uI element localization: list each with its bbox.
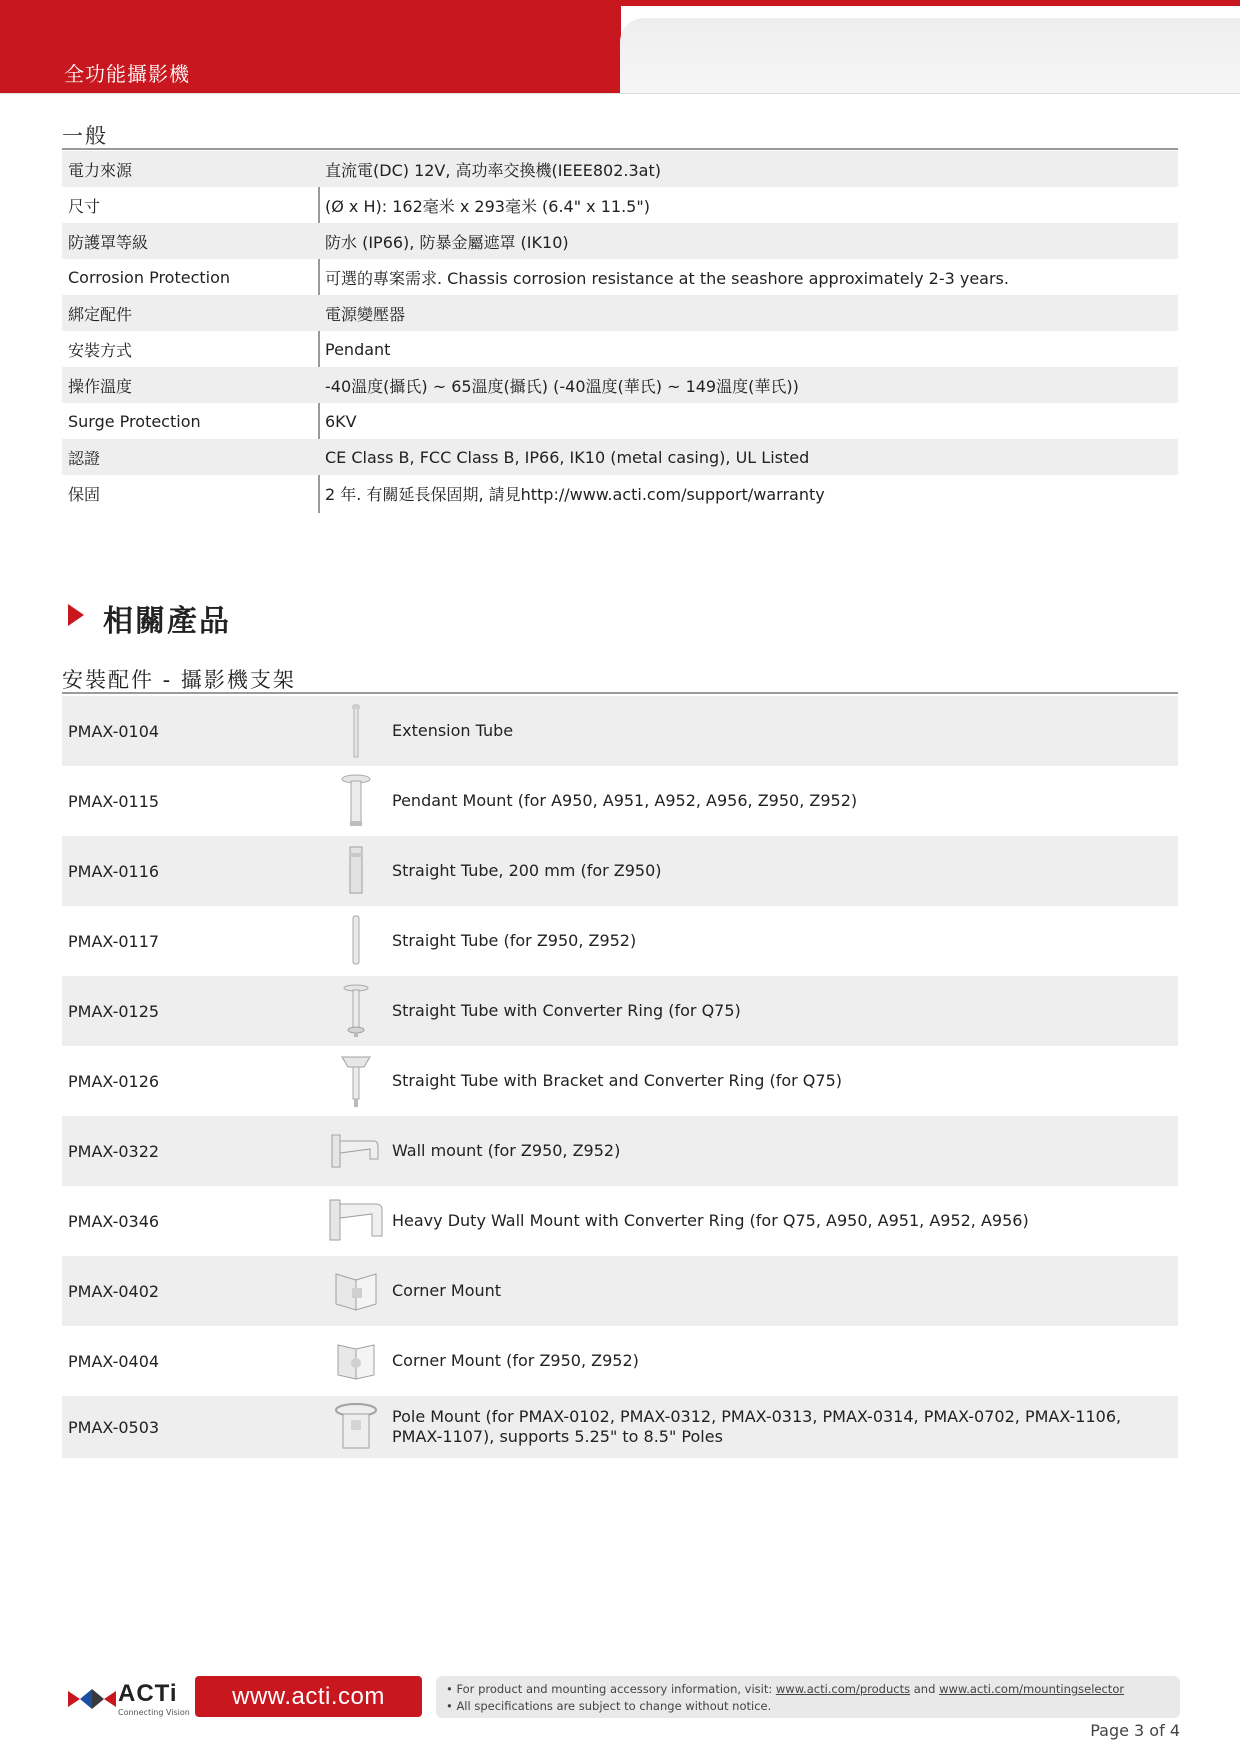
play-arrow-icon [68,604,84,626]
product-code: PMAX-0402 [68,1281,160,1301]
product-code: PMAX-0125 [68,1001,160,1021]
product-row [62,766,1178,836]
spec-key: 安裝方式 [68,340,133,360]
product-description: Straight Tube, 200 mm (for Z950) [392,861,662,880]
footer-note-prefix: • For product and mounting accessory information, visit: [446,1682,776,1696]
product-description: Pole Mount (for PMAX-0102, PMAX-0312, PMAX-0313, PMAX-0314, PMAX-0702, PMAX-1106, PMAX-1107), supports 5.25" to 8.5" Poles [392,1407,1122,1446]
spec-row [62,403,1178,439]
footer-url-button[interactable] [195,1676,422,1717]
spec-row [62,439,1178,475]
page-title: 全功能攝影機 [64,62,190,86]
spec-value: 可選的專案需求. Chassis corrosion resistance at the seashore approximately 2-3 years. [325,268,1009,288]
straight-tube-icon [322,911,390,971]
spec-key: Corrosion Protection [68,267,231,287]
spec-key: 防護罩等級 [68,232,149,252]
product-description: Straight Tube with Converter Ring (for Q75) [392,1001,741,1020]
product-code: PMAX-0404 [68,1351,160,1371]
product-row [62,976,1178,1046]
product-description: Extension Tube [392,721,514,740]
spec-key: 綁定配件 [68,304,133,324]
spec-key: 認證 [68,448,101,468]
tube-bracket-icon [322,1051,390,1111]
product-description: Straight Tube (for Z950, Z952) [392,931,637,950]
spec-row [62,367,1178,403]
product-code: PMAX-0116 [68,861,160,881]
product-row [62,1116,1178,1186]
product-row [62,1256,1178,1326]
header-divider [0,93,1240,94]
extension-tube-icon [322,701,390,761]
mount-accessories-rule [62,692,1178,694]
product-description: Corner Mount (for Z950, Z952) [392,1351,639,1370]
product-code: PMAX-0115 [68,791,160,811]
product-code: PMAX-0117 [68,931,160,951]
spec-row [62,295,1178,331]
spec-table [62,151,1178,511]
page-number: Page 3 of 4 [1090,1721,1180,1740]
spec-row [62,259,1178,295]
product-description: Pendant Mount (for A950, A951, A952, A956, Z950, Z952) [392,791,858,810]
mountingselector-link[interactable]: www.acti.com/mountingselector [939,1682,1125,1696]
spec-key: 尺寸 [68,196,101,216]
spec-value: 2 年. 有關延長保固期, 請見http://www.acti.com/support/warranty [325,484,825,504]
spec-value: 直流電(DC) 12V, 高功率交換機(IEEE802.3at) [325,160,661,180]
tube-converter-ring-icon [322,981,390,1041]
product-row [62,1186,1178,1256]
short-tube-icon [322,841,390,901]
related-products-title: 相關產品 [103,604,231,639]
product-code: PMAX-0126 [68,1071,160,1091]
header-gray-panel [620,18,1240,93]
spec-value: -40溫度(攝氏) ~ 65溫度(攝氏) (-40溫度(華氏) ~ 149溫度(華氏)) [325,376,799,396]
product-code: PMAX-0346 [68,1211,160,1231]
pole-mount-icon [322,1397,390,1457]
product-row [62,696,1178,766]
product-table [62,696,1178,1458]
product-row [62,1326,1178,1396]
product-code: PMAX-0104 [68,721,160,741]
product-row [62,1046,1178,1116]
footer-notes [436,1676,1180,1718]
corner-mount-small-icon [322,1331,390,1391]
footer-note-and: and [910,1682,940,1696]
footer-logo-text: ACTi [118,1680,178,1707]
product-row [62,1396,1178,1458]
spec-value: 防水 (IP66), 防暴金屬遮罩 (IK10) [325,232,569,252]
product-code: PMAX-0322 [68,1141,160,1161]
footer-url[interactable]: www.acti.com [232,1682,385,1710]
spec-value: (Ø x H): 162毫米 x 293毫米 (6.4" x 11.5") [325,196,650,216]
spec-row [62,331,1178,367]
wall-mount-icon [322,1121,390,1181]
spec-value: 6KV [325,411,357,431]
spec-row [62,187,1178,223]
spec-key: 保固 [68,484,101,504]
products-link[interactable]: www.acti.com/products [775,1682,911,1696]
mount-accessories-heading: 安裝配件 - 攝影機支架 [62,668,296,692]
spec-key: Surge Protection [68,411,201,431]
product-description: Heavy Duty Wall Mount with Converter Ring (for Q75, A950, A951, A952, A956) [392,1211,1029,1230]
general-heading-rule [62,148,1178,150]
spec-value: Pendant [325,339,391,359]
footer-logo-tagline: Connecting Vision [118,1708,190,1717]
product-description: Corner Mount [392,1281,502,1300]
spec-key: 電力來源 [68,160,133,180]
general-heading: 一般 [62,124,108,148]
product-code: PMAX-0503 [68,1417,160,1437]
spec-key: 操作溫度 [68,376,133,396]
pendant-mount-icon [322,771,390,831]
product-row [62,836,1178,906]
spec-row [62,475,1178,511]
product-description: Straight Tube with Bracket and Converter Ring (for Q75) [392,1071,842,1090]
product-description: Wall mount (for Z950, Z952) [392,1141,621,1160]
spec-value: CE Class B, FCC Class B, IP66, IK10 (metal casing), UL Listed [325,447,810,467]
spec-value: 電源變壓器 [325,304,406,324]
footer-note-line-1 [446,1681,1170,1698]
product-row [62,906,1178,976]
header-accent-strip [621,0,1240,6]
spec-row [62,223,1178,259]
footer-note-line-2: • All specifications are subject to change without notice. [446,1699,772,1713]
heavy-wall-mount-icon [322,1191,390,1251]
spec-row [62,151,1178,187]
corner-mount-icon [322,1261,390,1321]
